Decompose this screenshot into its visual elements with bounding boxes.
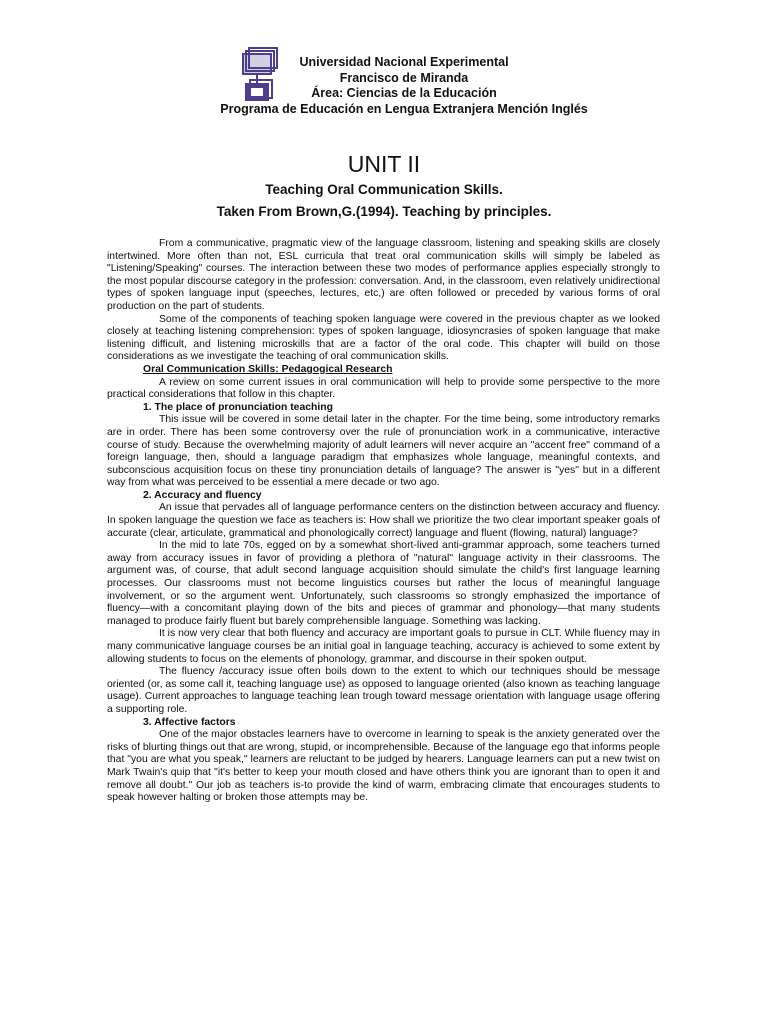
paragraph-affective-factors: One of the major obstacles learners have to overcome in learning to speak is the anxiety generated over the risks of blurting things out that are wrong, stupid, or incomprehensible. Because of the language ego that informs people that "you are what you speak," learners are reluctant to be judged by hearers. Language learners can put a new twist on Mark Twain's quip that "it's better to keep your mouth closed and have others think you are ignorant than to open it and remove all doubt." Our job as teachers is-to provide the kind of warm, embracing climate that encourages students to speak however halting or broken those attempts may be. xyxy=(107,729,660,804)
header-line-2: Francisco de Miranda xyxy=(339,70,469,85)
subtitle-line-1: Teaching Oral Communication Skills. xyxy=(265,182,503,197)
paragraph-review: A review on some current issues in oral communication will help to provide some perspective to the more practical considerations that follow in this chapter. xyxy=(107,376,660,401)
document-body xyxy=(107,238,660,805)
paragraph-accuracy-fluency-3: It is now very clear that both fluency and accuracy are important goals to pursue in CLT. While fluency may in many communicative language courses be an initial goal in language teaching, accuracy is achieved to some extent by allowing students to focus on the elements of phonology, grammar, and discourse in their spoken output. xyxy=(107,628,660,665)
subtitle-line-2: Taken From Brown,G.(1994). Teaching by principles. xyxy=(216,204,552,219)
institution-header xyxy=(190,55,618,117)
document-subtitle xyxy=(0,179,768,223)
header-line-1: Universidad Nacional Experimental xyxy=(299,55,509,69)
paragraph-accuracy-fluency-1: An issue that pervades all of language performance centers on the distinction between accuracy and fluency. In spoken language the question we face as teachers is: How shall we prioritize the two clear important speaker goals of accurate (clear, articulate, grammatical and phonologically correct) language and fluent (flowing, natural) language? xyxy=(107,502,660,539)
header-line-4: Programa de Educación en Lengua Extranjera Mención Inglés xyxy=(220,101,588,116)
unit-title: UNIT II xyxy=(347,151,421,177)
paragraph-intro: From a communicative, pragmatic view of the language classroom, listening and speaking skills are closely intertwined. More often than not, ESL curricula that treat oral communication skills will simply be labeled as "Listening/Speaking" courses. The interaction between these two modes of performance applies especially strongly to the most popular discourse category in the profession: conversation. And, in the classroom, even relatively unidirectional types of spoken language input (speeches, lectures, etc,) are often followed or preceded by various forms of oral production on the part of students. xyxy=(107,238,660,312)
paragraph-accuracy-fluency-4: The fluency /accuracy issue often boils down to the extent to which our techniques should be message oriented (or, as some call it, teaching language use) as opposed to language oriented (also known as teaching language usage). Current approaches to language teaching lean trough toward message orientation with language usage offering a supporting role. xyxy=(107,666,660,715)
header-line-3: Área: Ciencias de la Educación xyxy=(311,86,497,100)
subheading-pronunciation: 1. The place of pronunciation teaching xyxy=(143,401,333,413)
paragraph-pronunciation: This issue will be covered in some detail later in the chapter. For the time being, some introductory remarks are in order. There has been some controversy over the rule of pronunciation work in a communicative, interactive course of study. Because the overwhelming majority of adult learners will never acquire an "accent free" command of a foreign language, then, should a language paradigm that emphasizes whole language, meaningful contexts, and subconscious acquisition focus on these tiny pronunciation details of language? The answer is "yes" but in a different way from what was perceived to be essential a mere decade or two ago. xyxy=(107,414,660,489)
paragraph-components: Some of the components of teaching spoken language were covered in the previous chapter as we looked closely at teaching listening comprehension: types of spoken language, idiosyncrasies of spoken language that make listening difficult, and listening microskills that are a factor of the oral code. This chapter will build on those considerations as we investigate the teaching of oral communication skills. xyxy=(107,313,660,363)
subheading-affective-factors: 3. Affective factors xyxy=(143,716,236,728)
section-heading-pedagogical-research: Oral Communication Skills: Pedagogical Research xyxy=(143,363,393,375)
subheading-accuracy-fluency: 2. Accuracy and fluency xyxy=(143,489,262,501)
paragraph-accuracy-fluency-2: In the mid to late 70s, egged on by a somewhat short-lived anti-grammar approach, some teachers turned away from accuracy issues in favor of providing a plethora of "natural" language activity in their classrooms. The argument was, of course, that adult second language acquisition should simulate the child's first language learning processes. Our classrooms must not become linguistics courses but rather the locus of meaningful language involvement, or so the argument went. Unfortunately, such classrooms so strongly emphasized the importance of fluency—with a concomitant playing down of the bits and pieces of grammar and phonology—that many students managed to produce fairly fluent but barely comprehensible language. Something was lacking. xyxy=(107,540,660,627)
